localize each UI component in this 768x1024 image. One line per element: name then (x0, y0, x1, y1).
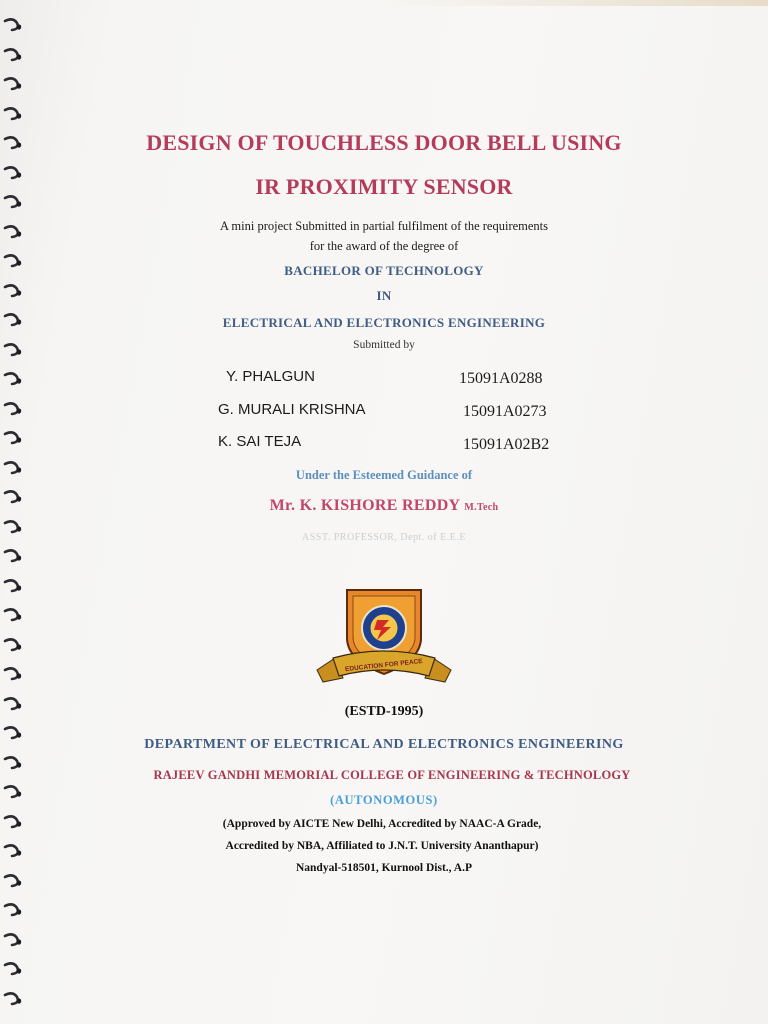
shield-emblem-icon (313, 586, 455, 688)
submitted-by-label: Submitted by (353, 339, 415, 351)
guide-line (0, 497, 768, 515)
degree-name: BACHELOR OF TECHNOLOGY (284, 263, 484, 278)
established-year: (ESTD-1995) (344, 704, 424, 719)
guide-degree: M.Tech (464, 502, 499, 513)
approval-line-1: (Approved by AICTE New Delhi, Accredited by NAAC-A Grade, (222, 818, 542, 830)
college-name: RAJEEV GANDHI MEMORIAL COLLEGE OF ENGINEERING & TECHNOLOGY (153, 768, 631, 782)
spiral-ring-icon (3, 48, 23, 62)
college-address: Nandyal-518501, Kurnool Dist., A.P (295, 862, 473, 874)
student-name: K. SAI TEJA (218, 433, 302, 450)
guide-designation: ASST. PROFESSOR, Dept. of E.E.E (302, 532, 466, 543)
branch-name: ELECTRICAL AND ELECTRONICS ENGINEERING (222, 315, 546, 330)
spiral-ring-icon (3, 638, 23, 652)
degree-in: IN (376, 288, 392, 303)
college-logo (313, 586, 455, 688)
spiral-ring-icon (3, 402, 23, 416)
guidance-label: Under the Esteemed Guidance of (295, 468, 473, 482)
spiral-ring-icon (3, 18, 23, 32)
student-roll: 15091A0273 (463, 403, 547, 420)
spiral-ring-icon (3, 372, 23, 386)
spiral-ring-icon (3, 667, 23, 681)
spiral-ring-icon (3, 431, 23, 445)
intro-line-1: A mini project Submitted in partial fulfilment of the requirements (219, 219, 549, 233)
spiral-ring-icon (3, 903, 23, 917)
spiral-ring-icon (3, 608, 23, 622)
spiral-ring-icon (3, 874, 23, 888)
student-name: G. MURALI KRISHNA (218, 401, 366, 418)
guide-name: Mr. K. KISHORE REDDY (269, 497, 461, 514)
spiral-ring-icon (3, 549, 23, 563)
page-edge (380, 0, 768, 6)
spiral-ring-icon (3, 962, 23, 976)
project-title-line-2: IR PROXIMITY SENSOR (255, 174, 513, 199)
department-name: DEPARTMENT OF ELECTRICAL AND ELECTRONICS ENGINEERING (144, 737, 624, 752)
student-roll: 15091A02B2 (463, 436, 550, 453)
logo-motto: EDUCATION FOR PEACE (344, 657, 423, 674)
intro-line-2: for the award of the degree of (309, 239, 459, 253)
student-roll: 15091A0288 (459, 370, 543, 387)
spiral-ring-icon (3, 579, 23, 593)
project-title-line-1: DESIGN OF TOUCHLESS DOOR BELL USING (146, 130, 622, 155)
student-name: Y. PHALGUN (226, 368, 315, 385)
approval-line-2: Accredited by NBA, Affiliated to J.N.T. University Ananthapur) (225, 840, 539, 852)
autonomous-label: (AUTONOMOUS) (330, 793, 438, 807)
spiral-ring-icon (3, 107, 23, 121)
spiral-ring-icon (3, 933, 23, 947)
spiral-ring-icon (3, 77, 23, 91)
spiral-ring-icon (3, 992, 23, 1006)
